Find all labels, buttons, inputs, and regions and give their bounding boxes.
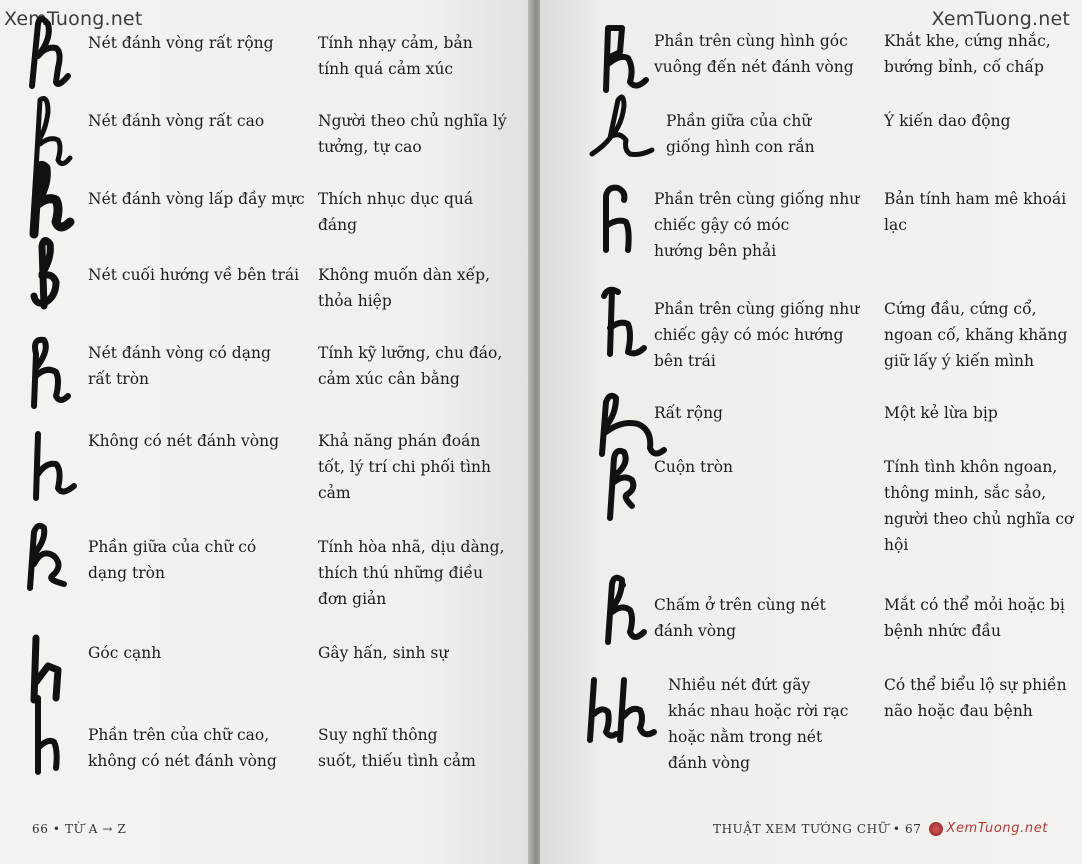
h-angular-icon bbox=[18, 626, 98, 706]
meaning-text: Khắt khe, cứng nhắc, bướng bỉnh, cố chấp bbox=[884, 32, 1051, 76]
page-footer-right bbox=[713, 821, 1048, 836]
meaning-text: Không muốn dàn xếp, thỏa hiệp bbox=[318, 266, 490, 310]
trait-text: Nhiều nét đứt gãy khác nhau hoặc rời rạc hoặc nằm trong nét đánh vòng bbox=[668, 676, 849, 772]
h-left-ending-icon bbox=[18, 236, 98, 316]
h-wide-loop-icon bbox=[18, 16, 98, 96]
meaning-text: Ý kiến dao động bbox=[884, 112, 1011, 130]
h-tall-no-loop-icon bbox=[18, 698, 98, 778]
trait-text: Nét đánh vòng rất cao bbox=[88, 112, 265, 130]
trait-text: Chấm ở trên cùng nét đánh vòng bbox=[654, 596, 826, 640]
meaning-text: Gây hấn, sinh sự bbox=[318, 644, 449, 662]
logo-disc-icon bbox=[929, 822, 943, 836]
meaning-text: Một kẻ lừa bịp bbox=[884, 404, 998, 422]
trait-text: Rất rộng bbox=[654, 404, 723, 422]
watermark-right: XemTuong.net bbox=[931, 8, 1070, 30]
meaning-text: Tính kỹ lưỡng, chu đáo, cảm xúc cân bằng bbox=[318, 344, 503, 388]
meaning-text: Suy nghĩ thông suốt, thiếu tình cảm bbox=[318, 726, 476, 770]
trait-text: Nét cuối hướng về bên trái bbox=[88, 266, 300, 284]
meaning-text: Người theo chủ nghĩa lý tưởng, tự cao bbox=[318, 112, 507, 156]
meaning-text: Có thể biểu lộ sự phiền não hoặc đau bệnh bbox=[884, 676, 1067, 720]
h-ink-filled-loop-icon bbox=[18, 160, 98, 240]
meaning-text: Cứng đầu, cứng cổ, ngoan cố, khăng khăng giữ lấy ý kiến mình bbox=[884, 300, 1068, 370]
xemtuong-logo bbox=[929, 821, 1048, 836]
trait-text: Không có nét đánh vòng bbox=[88, 432, 280, 450]
trait-text: Góc cạnh bbox=[88, 644, 162, 662]
meaning-text: Khả năng phán đoán tốt, lý trí chi phối tình cảm bbox=[318, 432, 491, 502]
h-round-middle-icon bbox=[18, 518, 98, 598]
page-footer-left: 66 • TỪ A → Z bbox=[32, 822, 127, 836]
trait-text: Phần trên của chữ cao, không có nét đánh vòng bbox=[88, 726, 277, 770]
meaning-text: Mắt có thể mỏi hoặc bị bệnh nhức đầu bbox=[884, 596, 1065, 640]
meaning-text: Thích nhục dục quá đáng bbox=[318, 190, 474, 234]
h-round-loop-icon bbox=[18, 334, 98, 414]
trait-text: Phần trên cùng giống như chiếc gậy có móc hướng bên trái bbox=[654, 300, 860, 370]
trait-text: Phần trên cùng hình góc vuông đến nét đánh vòng bbox=[654, 32, 854, 76]
meaning-text: Bản tính ham mê khoái lạc bbox=[884, 190, 1067, 234]
trait-text: Cuộn tròn bbox=[654, 458, 734, 476]
trait-text: Phần trên cùng giống như chiếc gậy có móc hướng bên phải bbox=[654, 190, 860, 260]
h-broken-strokes-icon bbox=[584, 666, 680, 746]
meaning-text: Tính nhạy cảm, bản tính quá cảm xúc bbox=[318, 34, 473, 78]
meaning-text: Tính tình khôn ngoan, thông minh, sắc sảo, người theo chủ nghĩa cơ hội bbox=[884, 458, 1074, 554]
watermark-left: XemTuong.net bbox=[4, 8, 143, 30]
trait-text: Nét đánh vòng lấp đầy mực bbox=[88, 190, 305, 208]
footer-right-text: THUẬT XEM TƯỚNG CHỮ • 67 bbox=[712, 821, 922, 836]
trait-text: Phần giữa của chữ giống hình con rắn bbox=[666, 112, 815, 156]
meaning-text: Tính hòa nhã, dịu dàng, thích thú những điều đơn giản bbox=[318, 538, 505, 608]
trait-text: Phần giữa của chữ có dạng tròn bbox=[88, 538, 257, 582]
logo-text: XemTuong.net bbox=[946, 821, 1048, 836]
h-no-loop-icon bbox=[18, 424, 98, 504]
trait-text: Nét đánh vòng có dạng rất tròn bbox=[88, 344, 271, 388]
trait-text: Nét đánh vòng rất rộng bbox=[88, 34, 274, 52]
